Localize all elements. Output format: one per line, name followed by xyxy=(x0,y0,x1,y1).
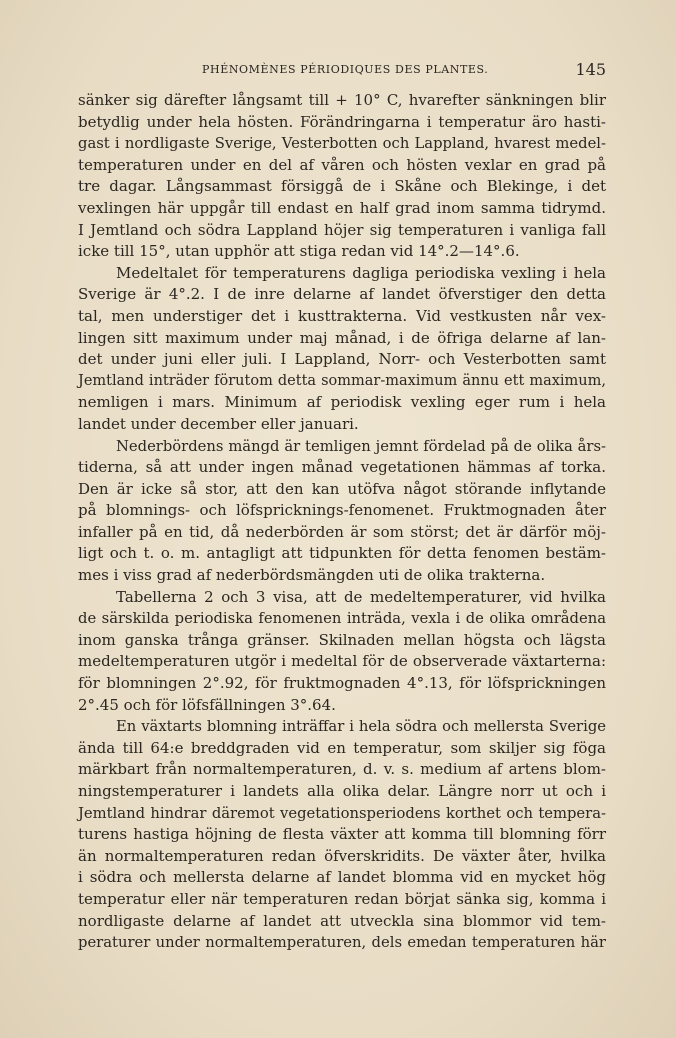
text-line: I Jemtland och södra Lappland höjer sig temperaturen i vanliga fall xyxy=(78,220,606,239)
text-line: Den är icke så stor, att den kan utöfva något störande inflytande xyxy=(78,479,606,498)
text-line: gast i nordligaste Sverige, Vesterbotten och Lappland, hvarest medel- xyxy=(78,135,606,153)
text-line: tal, men understiger det i kusttrakterna. Vid vestkusten når vex- xyxy=(78,306,606,325)
text-line: ända till 64:e breddgraden vid en temperatur, som skiljer sig föga xyxy=(78,738,606,757)
text-line: ningstemperaturer i landets alla olika delar. Längre norr ut och i xyxy=(78,782,606,800)
text-line: Jemtland inträder förutom detta sommar-maximum ännu ett maximum, xyxy=(78,372,606,389)
text-line: på blomnings- och löfspricknings-fenomenet. Fruktmognaden åter xyxy=(78,501,606,520)
text-line: betydlig under hela hösten. Förändringarna i temperatur äro hasti- xyxy=(78,112,606,131)
text-line: temperatur eller när temperaturen redan börjat sänka sig, komma i xyxy=(78,889,606,908)
page-number: 145 xyxy=(575,60,606,79)
text-line: mes i viss grad af nederbördsmängden uti de olika trakterna. xyxy=(78,566,546,585)
text-line: i södra och mellersta delarne af landet blomma vid en mycket hög xyxy=(78,868,606,887)
text-line: Tabellerna 2 och 3 visa, att de medeltemperaturer, vid hvilka xyxy=(116,587,606,606)
text-line: icke till 15°, utan upphör att stiga redan vid 14°.2—14°.6. xyxy=(78,242,520,261)
text-line: Nederbördens mängd är temligen jemnt fördelad på de olika års- xyxy=(116,437,606,455)
text-line: Jemtland hindrar däremot vegetationsperiodens korthet och tempera- xyxy=(78,804,606,822)
text-line: En växtarts blomning inträffar i hela södra och mellersta Sverige xyxy=(116,718,606,736)
text-line: nemligen i mars. Minimum af periodisk vexling eger rum i hela xyxy=(78,393,606,412)
text-line: ligt och t. o. m. antagligt att tidpunkten för detta fenomen bestäm- xyxy=(78,544,606,563)
page-header xyxy=(78,60,606,82)
text-line: de särskilda periodiska fenomenen inträda, vexla i de olika områdena xyxy=(78,610,606,628)
text-line: Sverige är 4°.2. I de inre delarne af landet öfverstiger den detta xyxy=(78,285,606,304)
text-line: landet under december eller januari. xyxy=(78,414,359,433)
text-line: peraturer under normaltemperaturen, dels emedan temperaturen här xyxy=(78,934,606,952)
text-line: tre dagar. Långsammast försiggå de i Skåne och Blekinge, i det xyxy=(78,177,606,196)
text-line: nordligaste delarne af landet att utveckla sina blommor vid tem- xyxy=(78,911,606,930)
text-line: vexlingen här uppgår till endast en half grad inom samma tidrymd. xyxy=(78,198,606,217)
running-title: PHÉNOMÈNES PÉRIODIQUES DES PLANTES. xyxy=(202,63,489,76)
text-line: temperaturen under en del af våren och hösten vexlar en grad på xyxy=(78,155,606,174)
text-line: det under juni eller juli. I Lappland, Norr- och Vesterbotten samt xyxy=(78,350,606,369)
text-line: medeltemperaturen utgör i medeltal för de observerade växtarterna: xyxy=(78,652,606,671)
text-line: för blomningen 2°.92, för fruktmognaden 4°.13, för löfsprickningen xyxy=(78,674,606,693)
text-line: tiderna, så att under ingen månad vegetationen hämmas af torka. xyxy=(78,458,606,477)
text-line: inom ganska trånga gränser. Skilnaden mellan högsta och lägsta xyxy=(78,630,606,649)
text-line: turens hastiga höjning de flesta växter att komma till blomning förr xyxy=(78,825,606,844)
text-line: än normaltemperaturen redan öfverskridits. De växter åter, hvilka xyxy=(78,846,606,865)
body-text xyxy=(78,90,606,954)
text-line: lingen sitt maximum under maj månad, i de öfriga delarne af lan- xyxy=(78,328,606,347)
text-line: infaller på en tid, då nederbörden är som störst; det är därför möj- xyxy=(78,522,606,541)
text-line: Medeltalet för temperaturens dagliga periodiska vexling i hela xyxy=(116,263,606,282)
text-line: märkbart från normaltemperaturen, d. v. s. medium af artens blom- xyxy=(78,760,606,779)
text-line: sänker sig därefter långsamt till + 10° C, hvarefter sänkningen blir xyxy=(78,91,606,109)
text-line: 2°.45 och för löfsfällningen 3°.64. xyxy=(78,695,336,714)
